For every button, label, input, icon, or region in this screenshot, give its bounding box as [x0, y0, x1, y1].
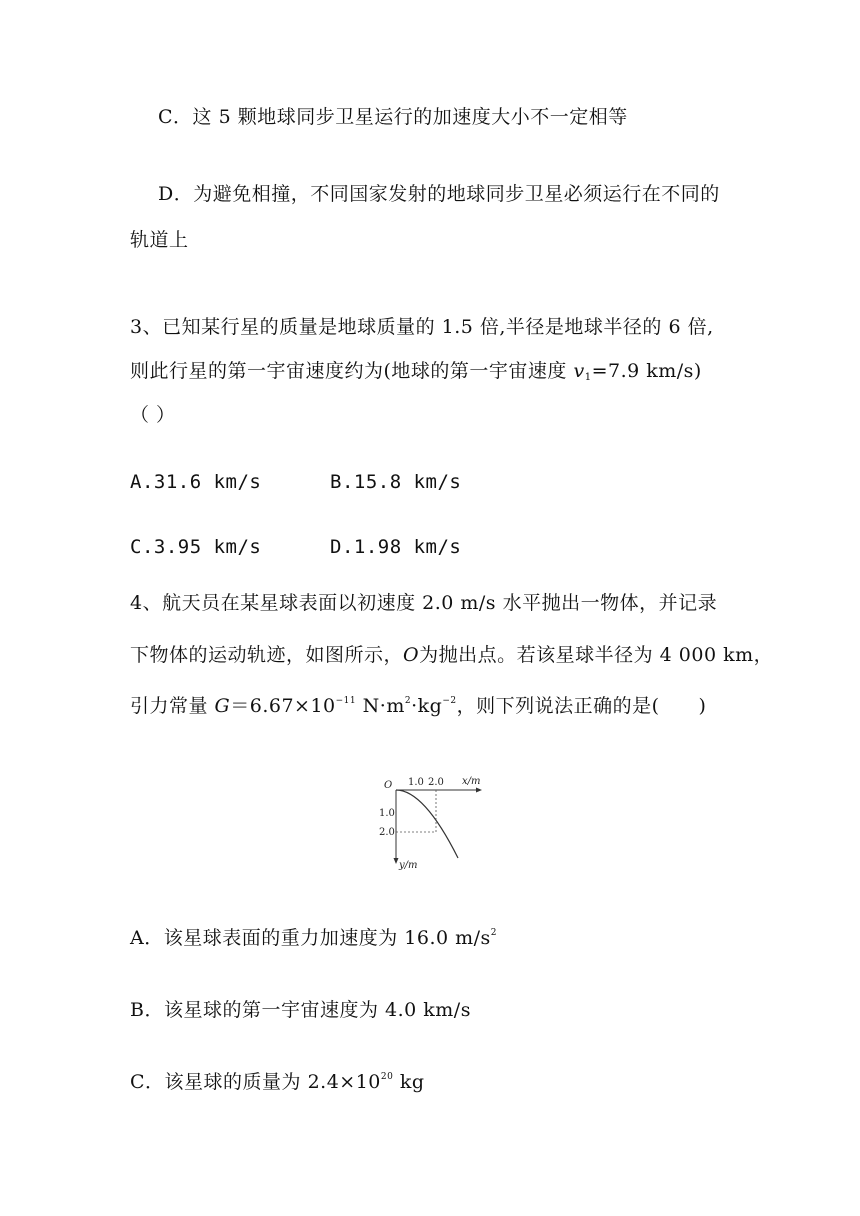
q4-option-a-exponent: 2	[490, 928, 498, 938]
g-symbol: G	[214, 695, 231, 717]
q4-stem-line3-rest: ，则下列说法正确的是( )	[456, 695, 707, 717]
m-exponent: 2	[404, 696, 412, 706]
figure-origin-label: O	[384, 780, 393, 791]
x-tick-2: 2.0	[428, 777, 444, 788]
trajectory-figure	[366, 770, 486, 874]
y-tick-1: 1.0	[379, 808, 395, 819]
kg-exponent: −2	[442, 696, 457, 706]
q3-stem-line2-text: 则此行星的第一宇宙速度约为(地球的第一宇宙速度	[130, 360, 574, 382]
g-unit-n-m: N·m	[356, 695, 405, 717]
x-axis-arrow	[476, 788, 482, 793]
trajectory-curve	[396, 790, 458, 858]
q3-option-a: A.31.6 km/s	[130, 471, 262, 493]
q4-stem-line2-rest: 为抛出点。若该星球半径为 4 000 km，	[419, 644, 774, 666]
q3-stem-line1: 3、已知某行星的质量是地球质量的 1.5 倍,半径是地球半径的 6 倍,	[130, 316, 714, 338]
y-axis-arrow	[394, 858, 399, 864]
q4-option-a-text: A．该星球表面的重力加速度为 16.0 m/s	[130, 927, 491, 949]
q4-option-b: B．该星球的第一宇宙速度为 4.0 km/s	[130, 999, 471, 1021]
q2-option-d-line2: 轨道上	[130, 229, 189, 251]
x-axis-label: x/m	[462, 776, 481, 787]
q4-option-c-unit: kg	[393, 1071, 425, 1093]
origin-symbol: O	[403, 644, 420, 666]
v-symbol: v	[573, 360, 585, 382]
g-unit-kg: ·kg	[411, 695, 443, 717]
q3-answer-blank: （ ）	[130, 404, 176, 426]
q4-option-c-text: C．该星球的质量为 2.4×10	[130, 1071, 381, 1093]
q4-stem-line2	[130, 642, 773, 668]
x-tick-1: 1.0	[408, 777, 424, 788]
q4-option-c-exponent: 20	[380, 1072, 394, 1082]
q3-option-b: B.15.8 km/s	[330, 471, 462, 493]
q3-option-c: C.3.95 km/s	[130, 536, 262, 558]
q2-option-c: C．这 5 颗地球同步卫星运行的加速度大小不一定相等	[158, 106, 628, 128]
q4-stem-line1: 4、航天员在某星球表面以初速度 2.0 m/s 水平抛出一物体，并记录	[130, 592, 718, 614]
g-exponent: −11	[335, 696, 357, 706]
v-subscript: 1	[584, 372, 592, 383]
q4-option-a	[130, 925, 497, 951]
q4-option-c	[130, 1069, 425, 1095]
q3-stem-line2	[130, 358, 702, 384]
q4-stem-line2-text: 下物体的运动轨迹，如图所示，	[130, 644, 404, 666]
g-value: ＝6.67×10	[230, 695, 336, 717]
q2-option-d-line1: D．为避免相撞，不同国家发射的地球同步卫星必须运行在不同的	[158, 183, 720, 205]
y-axis-label: y/m	[399, 860, 418, 871]
q4-stem-line3	[130, 693, 706, 719]
q3-stem-line2-value: =7.9 km/s)	[591, 360, 702, 382]
q4-stem-line3-text: 引力常量	[130, 695, 215, 717]
y-tick-2: 2.0	[379, 827, 395, 838]
q3-option-d: D.1.98 km/s	[330, 536, 462, 558]
